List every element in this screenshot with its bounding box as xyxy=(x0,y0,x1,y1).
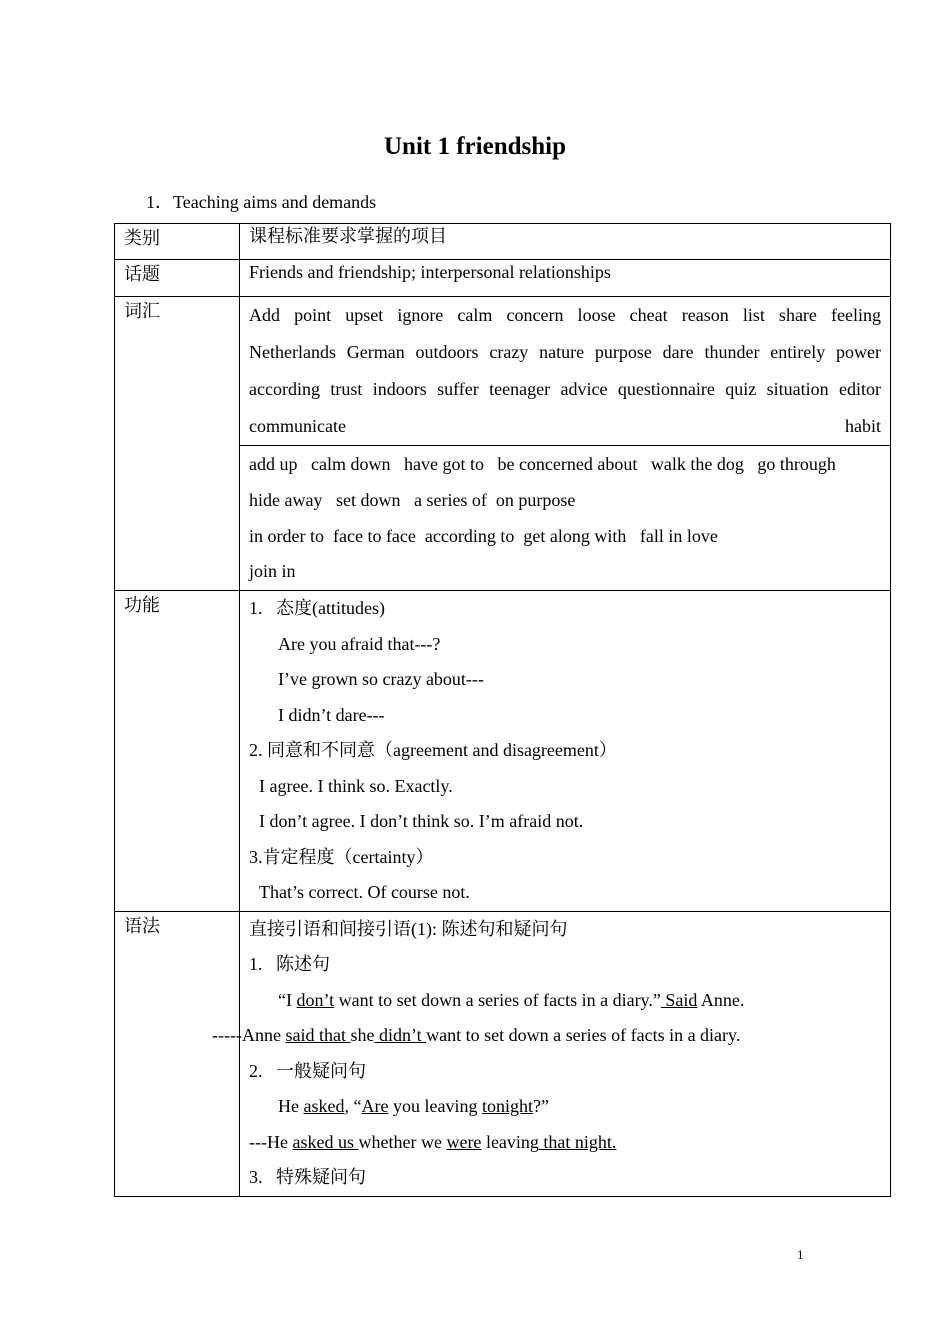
topic-label-cell xyxy=(115,260,240,297)
grammar-label: 语法 xyxy=(124,915,160,936)
section-heading: 1．Teaching aims and demands xyxy=(146,192,377,212)
function-label: 功能 xyxy=(124,595,160,615)
grammar-example-reported-question: ---He asked us whether we were leaving that night. xyxy=(249,1131,617,1152)
vocab-words-line: according trust indoors suffer teenager advice questionnaire quiz situation editor xyxy=(249,379,881,399)
function-line: I didn’t dare--- xyxy=(278,704,385,725)
grammar-line: 1. 陈述句 xyxy=(249,954,330,974)
vocab-label-cell xyxy=(115,297,240,591)
vocab-phrases-line: in order to face to face according to get along with fall in love xyxy=(249,525,718,546)
grammar-example-direct-question: He asked, “Are you leaving tonight?” xyxy=(278,1096,549,1116)
vocab-phrases-line: hide away set down a series of on purpose xyxy=(249,490,576,510)
function-line: 2. 同意和不同意（agreement and disagreement） xyxy=(249,740,617,760)
grammar-line: 直接引语和间接引语(1): 陈述句和疑问句 xyxy=(249,918,568,939)
header-category-cell xyxy=(115,224,240,260)
topic-label: 话题 xyxy=(124,264,160,284)
vocab-words-cell xyxy=(240,297,891,446)
grammar-label-cell xyxy=(115,911,240,1196)
header-items-label: 课程标准要求掌握的项目 xyxy=(249,226,447,246)
vocab-words-line: Add point upset ignore calm concern loose cheat reason list share feeling xyxy=(249,305,881,325)
vocab-phrases-line: add up calm down have got to be concerned about walk the dog go through xyxy=(249,454,836,474)
function-line: 1. 态度(attitudes) xyxy=(249,598,385,618)
vocab-words-line: Netherlands German outdoors crazy nature purpose dare thunder entirely power xyxy=(249,342,881,362)
topic-text-cell xyxy=(240,260,891,297)
table-row-topic xyxy=(115,260,891,297)
document-title: Unit 1 friendship xyxy=(384,133,566,160)
table-row-vocab-words xyxy=(115,297,891,446)
grammar-line: 3. 特殊疑问句 xyxy=(249,1167,366,1187)
function-line: 3.肯定程度（certainty） xyxy=(249,846,434,867)
function-cell xyxy=(240,591,891,912)
function-label-cell xyxy=(115,591,240,912)
page-number: 1 xyxy=(797,1247,804,1262)
vocab-words-line: communicate habit xyxy=(249,416,881,436)
function-line: I’ve grown so crazy about--- xyxy=(278,669,484,689)
grammar-cell xyxy=(212,911,891,1196)
grammar-example-direct-statement: “I don’t want to set down a series of facts in a diary.” Said Anne. xyxy=(278,989,745,1010)
function-line: That’s correct. Of course not. xyxy=(259,882,470,902)
vocab-phrases-line: join in xyxy=(249,561,296,581)
header-category-label: 类别 xyxy=(124,228,160,248)
grammar-example-reported-statement: -----Anne said that she didn’t want to set down a series of facts in a diary. xyxy=(212,1025,741,1045)
teaching-aims-table xyxy=(114,223,891,1197)
table-row-header xyxy=(115,224,891,260)
table-row-grammar xyxy=(115,911,891,1196)
function-line: I agree. I think so. Exactly. xyxy=(259,775,453,796)
function-line: Are you afraid that---? xyxy=(278,633,441,654)
vocab-label: 词汇 xyxy=(124,301,160,321)
vocab-phrases-cell xyxy=(240,446,891,591)
table-row-function xyxy=(115,591,891,912)
topic-text: Friends and friendship; interpersonal relationships xyxy=(249,262,611,282)
grammar-line: 2. 一般疑问句 xyxy=(249,1060,366,1081)
header-items-cell xyxy=(240,224,891,260)
function-line: I don’t agree. I don’t think so. I’m afraid not. xyxy=(259,811,584,831)
